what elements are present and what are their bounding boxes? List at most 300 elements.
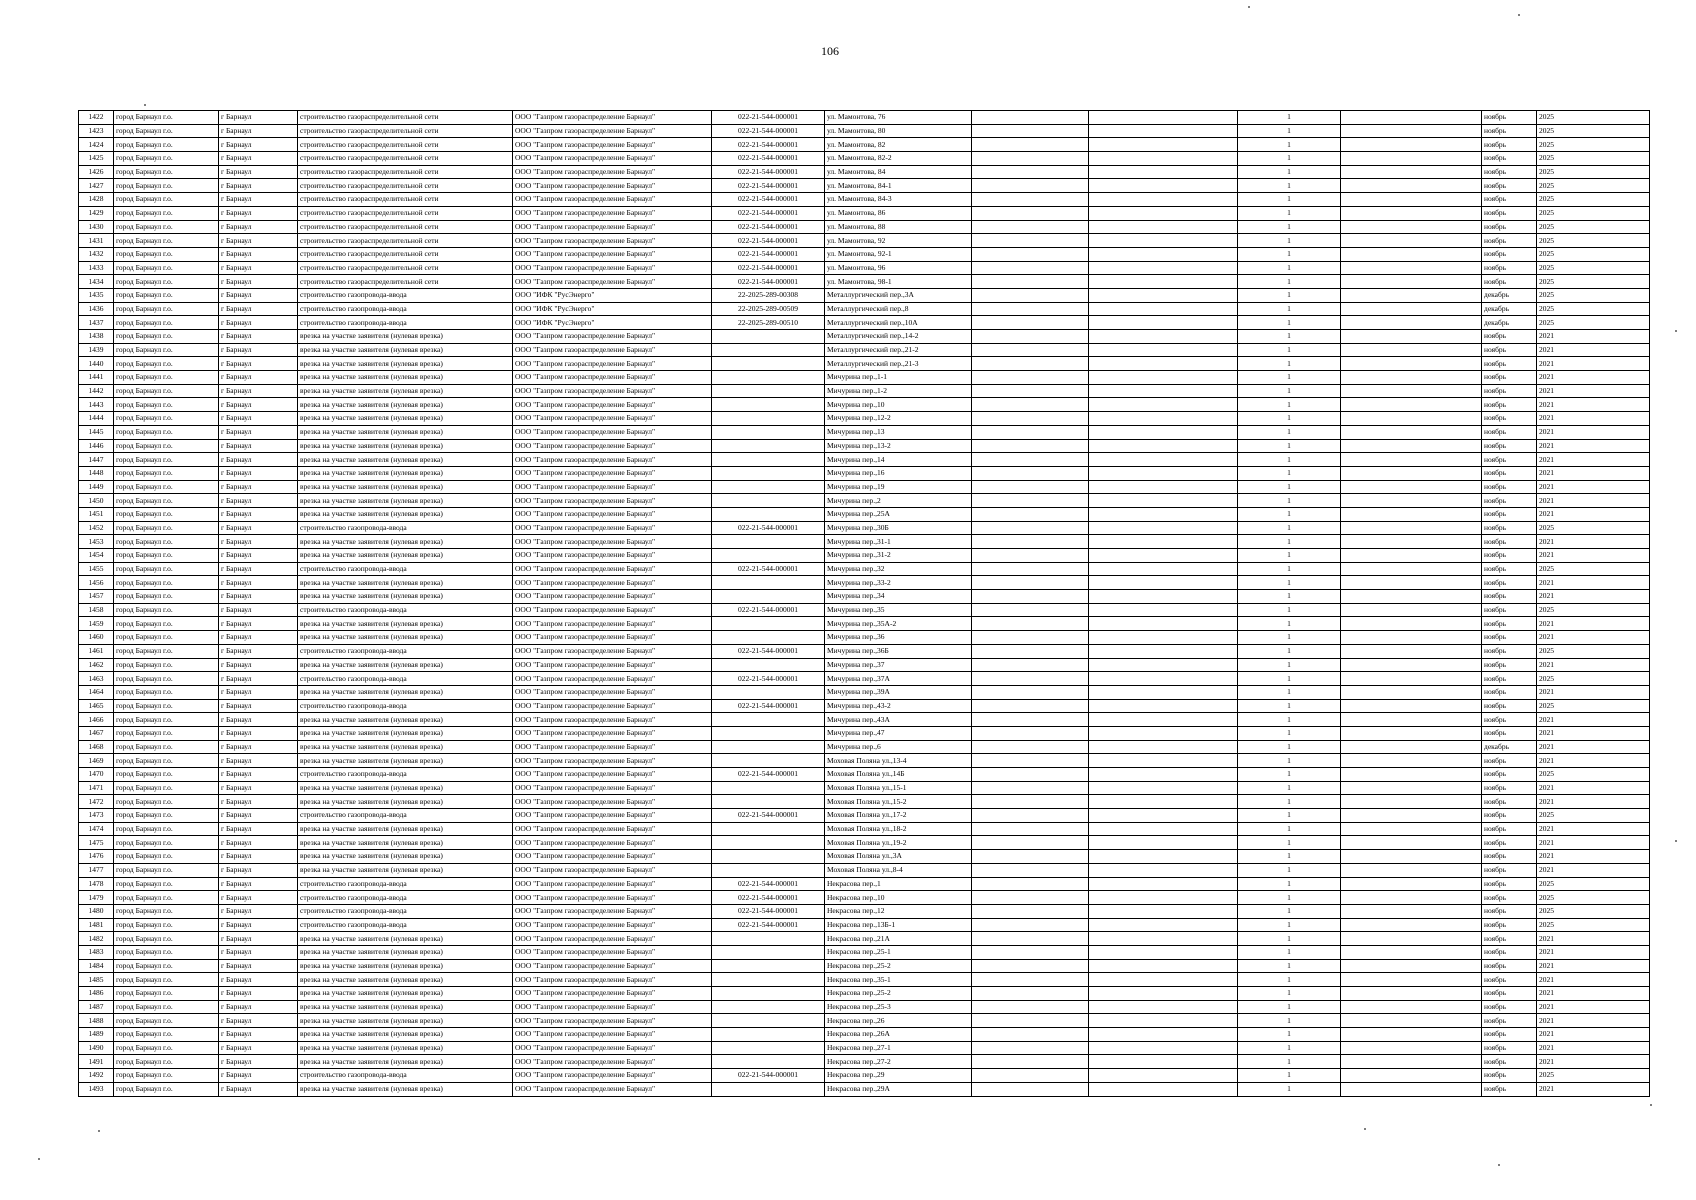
- settlement-cell: г Барнаул: [219, 945, 298, 959]
- organization-cell: ООО "Газпром газораспределение Барнаул": [513, 768, 712, 782]
- settlement-cell: г Барнаул: [219, 494, 298, 508]
- municipality-cell: город Барнаул г.о.: [114, 590, 219, 604]
- year-cell: 2021: [1537, 726, 1650, 740]
- settlement-cell: г Барнаул: [219, 904, 298, 918]
- settlement-cell: г Барнаул: [219, 863, 298, 877]
- organization-cell: ООО "Газпром газораспределение Барнаул": [513, 809, 712, 823]
- program-code-cell: [712, 590, 825, 604]
- address-cell: Моховая Поляна ул.,18-2: [825, 822, 972, 836]
- empty-cell-cell: [1341, 549, 1482, 563]
- empty-cell-cell: [1089, 1055, 1238, 1069]
- empty-cell-cell: [972, 809, 1089, 823]
- empty-cell-cell: [1341, 1069, 1482, 1083]
- settlement-cell: г Барнаул: [219, 672, 298, 686]
- program-code-cell: [712, 658, 825, 672]
- quantity-cell: 1: [1238, 959, 1341, 973]
- address-cell: Некрасова пер.,25-2: [825, 959, 972, 973]
- table-row: [79, 261, 1650, 275]
- year-cell: 2021: [1537, 480, 1650, 494]
- table-row: [79, 891, 1650, 905]
- month-cell: ноябрь: [1482, 412, 1537, 426]
- empty-cell-cell: [972, 1028, 1089, 1042]
- month-cell: ноябрь: [1482, 425, 1537, 439]
- municipality-cell: город Барнаул г.о.: [114, 672, 219, 686]
- empty-cell-cell: [1341, 576, 1482, 590]
- work-type-cell: врезка на участке заявителя (нулевая врезка): [298, 713, 513, 727]
- organization-cell: ООО "Газпром газораспределение Барнаул": [513, 412, 712, 426]
- month-cell: ноябрь: [1482, 466, 1537, 480]
- table-row: [79, 658, 1650, 672]
- row-number-cell: 1453: [79, 535, 114, 549]
- work-type-cell: врезка на участке заявителя (нулевая врезка): [298, 740, 513, 754]
- month-cell: декабрь: [1482, 740, 1537, 754]
- table-row: [79, 850, 1650, 864]
- work-type-cell: врезка на участке заявителя (нулевая врезка): [298, 371, 513, 385]
- municipality-cell: город Барнаул г.о.: [114, 658, 219, 672]
- empty-cell-cell: [972, 576, 1089, 590]
- municipality-cell: город Барнаул г.о.: [114, 1028, 219, 1042]
- empty-cell-cell: [1089, 863, 1238, 877]
- empty-cell-cell: [972, 124, 1089, 138]
- month-cell: ноябрь: [1482, 1069, 1537, 1083]
- quantity-cell: 1: [1238, 288, 1341, 302]
- empty-cell-cell: [1089, 412, 1238, 426]
- year-cell: 2021: [1537, 617, 1650, 631]
- row-number-cell: 1445: [79, 425, 114, 439]
- settlement-cell: г Барнаул: [219, 535, 298, 549]
- address-cell: Мичурина пер.,2: [825, 494, 972, 508]
- organization-cell: ООО "Газпром газораспределение Барнаул": [513, 535, 712, 549]
- empty-cell-cell: [972, 822, 1089, 836]
- row-number-cell: 1478: [79, 877, 114, 891]
- table-row: [79, 973, 1650, 987]
- quantity-cell: 1: [1238, 549, 1341, 563]
- empty-cell-cell: [972, 713, 1089, 727]
- empty-cell-cell: [972, 836, 1089, 850]
- program-code-cell: [712, 330, 825, 344]
- row-number-cell: 1485: [79, 973, 114, 987]
- address-cell: Мичурина пер.,47: [825, 726, 972, 740]
- empty-cell-cell: [972, 795, 1089, 809]
- empty-cell-cell: [1341, 316, 1482, 330]
- address-cell: ул. Мамонтова, 88: [825, 220, 972, 234]
- year-cell: 2025: [1537, 891, 1650, 905]
- empty-cell-cell: [1341, 521, 1482, 535]
- empty-cell-cell: [972, 987, 1089, 1001]
- municipality-cell: город Барнаул г.о.: [114, 945, 219, 959]
- program-code-cell: 022-21-544-000001: [712, 809, 825, 823]
- empty-cell-cell: [1341, 371, 1482, 385]
- year-cell: 2021: [1537, 330, 1650, 344]
- municipality-cell: город Барнаул г.о.: [114, 535, 219, 549]
- program-code-cell: 022-21-544-000001: [712, 152, 825, 166]
- program-code-cell: [712, 398, 825, 412]
- empty-cell-cell: [1341, 932, 1482, 946]
- empty-cell-cell: [1341, 658, 1482, 672]
- municipality-cell: город Барнаул г.о.: [114, 507, 219, 521]
- row-number-cell: 1476: [79, 850, 114, 864]
- municipality-cell: город Барнаул г.о.: [114, 111, 219, 125]
- empty-cell-cell: [1341, 425, 1482, 439]
- municipality-cell: город Барнаул г.о.: [114, 863, 219, 877]
- empty-cell-cell: [1089, 288, 1238, 302]
- quantity-cell: 1: [1238, 247, 1341, 261]
- municipality-cell: город Барнаул г.о.: [114, 316, 219, 330]
- program-code-cell: [712, 713, 825, 727]
- address-cell: Мичурина пер.,1-1: [825, 371, 972, 385]
- empty-cell-cell: [972, 220, 1089, 234]
- work-type-cell: строительство газопровода-ввода: [298, 316, 513, 330]
- year-cell: 2021: [1537, 549, 1650, 563]
- empty-cell-cell: [1341, 768, 1482, 782]
- empty-cell-cell: [972, 206, 1089, 220]
- month-cell: ноябрь: [1482, 480, 1537, 494]
- address-cell: Металлургический пер.,10А: [825, 316, 972, 330]
- work-type-cell: врезка на участке заявителя (нулевая врезка): [298, 1082, 513, 1096]
- row-number-cell: 1430: [79, 220, 114, 234]
- month-cell: ноябрь: [1482, 521, 1537, 535]
- address-cell: Мичурина пер.,31-1: [825, 535, 972, 549]
- municipality-cell: город Барнаул г.о.: [114, 850, 219, 864]
- address-cell: Некрасова пер.,27-1: [825, 1041, 972, 1055]
- municipality-cell: город Барнаул г.о.: [114, 713, 219, 727]
- program-code-cell: [712, 617, 825, 631]
- work-type-cell: строительство газораспределительной сети: [298, 247, 513, 261]
- year-cell: 2025: [1537, 261, 1650, 275]
- empty-cell-cell: [972, 261, 1089, 275]
- municipality-cell: город Барнаул г.о.: [114, 549, 219, 563]
- work-type-cell: строительство газопровода-ввода: [298, 918, 513, 932]
- empty-cell-cell: [972, 740, 1089, 754]
- empty-cell-cell: [972, 234, 1089, 248]
- address-cell: Моховая Поляна ул.,3А: [825, 850, 972, 864]
- quantity-cell: 1: [1238, 453, 1341, 467]
- municipality-cell: город Барнаул г.о.: [114, 987, 219, 1001]
- row-number-cell: 1487: [79, 1000, 114, 1014]
- address-cell: Некрасова пер.,26А: [825, 1028, 972, 1042]
- quantity-cell: 1: [1238, 439, 1341, 453]
- empty-cell-cell: [1089, 124, 1238, 138]
- program-code-cell: [712, 631, 825, 645]
- month-cell: ноябрь: [1482, 904, 1537, 918]
- empty-cell-cell: [1341, 959, 1482, 973]
- municipality-cell: город Барнаул г.о.: [114, 617, 219, 631]
- settlement-cell: г Барнаул: [219, 439, 298, 453]
- empty-cell-cell: [1089, 247, 1238, 261]
- empty-cell-cell: [1089, 562, 1238, 576]
- empty-cell-cell: [1341, 973, 1482, 987]
- municipality-cell: город Барнаул г.о.: [114, 891, 219, 905]
- program-code-cell: [712, 973, 825, 987]
- address-cell: ул. Мамонтова, 84-3: [825, 193, 972, 207]
- quantity-cell: 1: [1238, 1000, 1341, 1014]
- organization-cell: ООО "Газпром газораспределение Барнаул": [513, 1055, 712, 1069]
- empty-cell-cell: [1341, 507, 1482, 521]
- municipality-cell: город Барнаул г.о.: [114, 973, 219, 987]
- program-code-cell: 022-21-544-000001: [712, 124, 825, 138]
- row-number-cell: 1427: [79, 179, 114, 193]
- year-cell: 2025: [1537, 521, 1650, 535]
- table-row: [79, 863, 1650, 877]
- table-row: [79, 987, 1650, 1001]
- work-type-cell: врезка на участке заявителя (нулевая врезка): [298, 987, 513, 1001]
- row-number-cell: 1433: [79, 261, 114, 275]
- municipality-cell: город Барнаул г.о.: [114, 754, 219, 768]
- settlement-cell: г Барнаул: [219, 590, 298, 604]
- program-code-cell: 022-21-544-000001: [712, 247, 825, 261]
- empty-cell-cell: [972, 617, 1089, 631]
- year-cell: 2021: [1537, 466, 1650, 480]
- row-number-cell: 1477: [79, 863, 114, 877]
- address-cell: ул. Мамонтова, 76: [825, 111, 972, 125]
- year-cell: 2025: [1537, 247, 1650, 261]
- quantity-cell: 1: [1238, 891, 1341, 905]
- address-cell: Мичурина пер.,13-2: [825, 439, 972, 453]
- settlement-cell: г Барнаул: [219, 1055, 298, 1069]
- program-code-cell: [712, 945, 825, 959]
- address-cell: ул. Мамонтова, 82-2: [825, 152, 972, 166]
- organization-cell: ООО "Газпром газораспределение Барнаул": [513, 193, 712, 207]
- municipality-cell: город Барнаул г.о.: [114, 466, 219, 480]
- address-cell: Мичурина пер.,32: [825, 562, 972, 576]
- organization-cell: ООО "Газпром газораспределение Барнаул": [513, 781, 712, 795]
- work-type-cell: врезка на участке заявителя (нулевая врезка): [298, 343, 513, 357]
- table-row: [79, 152, 1650, 166]
- row-number-cell: 1467: [79, 726, 114, 740]
- settlement-cell: г Барнаул: [219, 371, 298, 385]
- month-cell: ноябрь: [1482, 371, 1537, 385]
- program-code-cell: 022-21-544-000001: [712, 193, 825, 207]
- program-code-cell: [712, 439, 825, 453]
- table-row: [79, 371, 1650, 385]
- municipality-cell: город Барнаул г.о.: [114, 1055, 219, 1069]
- empty-cell-cell: [1341, 412, 1482, 426]
- scan-speck: [1498, 1164, 1500, 1166]
- table-row: [79, 576, 1650, 590]
- settlement-cell: г Барнаул: [219, 193, 298, 207]
- work-type-cell: врезка на участке заявителя (нулевая врезка): [298, 850, 513, 864]
- work-type-cell: строительство газораспределительной сети: [298, 165, 513, 179]
- row-number-cell: 1454: [79, 549, 114, 563]
- program-code-cell: [712, 863, 825, 877]
- program-code-cell: [712, 1082, 825, 1096]
- month-cell: ноябрь: [1482, 1000, 1537, 1014]
- empty-cell-cell: [1341, 288, 1482, 302]
- organization-cell: ООО "Газпром газораспределение Барнаул": [513, 945, 712, 959]
- program-code-cell: 022-21-544-000001: [712, 261, 825, 275]
- organization-cell: ООО "Газпром газораспределение Барнаул": [513, 494, 712, 508]
- row-number-cell: 1468: [79, 740, 114, 754]
- quantity-cell: 1: [1238, 535, 1341, 549]
- empty-cell-cell: [1089, 644, 1238, 658]
- month-cell: ноябрь: [1482, 699, 1537, 713]
- month-cell: ноябрь: [1482, 343, 1537, 357]
- work-type-cell: строительство газораспределительной сети: [298, 193, 513, 207]
- empty-cell-cell: [1089, 330, 1238, 344]
- municipality-cell: город Барнаул г.о.: [114, 904, 219, 918]
- settlement-cell: г Барнаул: [219, 1000, 298, 1014]
- quantity-cell: 1: [1238, 768, 1341, 782]
- empty-cell-cell: [1341, 466, 1482, 480]
- row-number-cell: 1482: [79, 932, 114, 946]
- empty-cell-cell: [972, 165, 1089, 179]
- row-number-cell: 1441: [79, 371, 114, 385]
- table-row: [79, 918, 1650, 932]
- month-cell: ноябрь: [1482, 535, 1537, 549]
- program-code-cell: [712, 1041, 825, 1055]
- municipality-cell: город Барнаул г.о.: [114, 206, 219, 220]
- month-cell: ноябрь: [1482, 507, 1537, 521]
- year-cell: 2021: [1537, 1041, 1650, 1055]
- organization-cell: ООО "Газпром газораспределение Барнаул": [513, 1082, 712, 1096]
- program-code-cell: [712, 795, 825, 809]
- month-cell: ноябрь: [1482, 658, 1537, 672]
- empty-cell-cell: [1089, 658, 1238, 672]
- empty-cell-cell: [1089, 904, 1238, 918]
- settlement-cell: г Барнаул: [219, 124, 298, 138]
- empty-cell-cell: [1089, 179, 1238, 193]
- quantity-cell: 1: [1238, 781, 1341, 795]
- organization-cell: ООО "Газпром газораспределение Барнаул": [513, 1028, 712, 1042]
- year-cell: 2021: [1537, 371, 1650, 385]
- work-type-cell: строительство газораспределительной сети: [298, 124, 513, 138]
- organization-cell: ООО "Газпром газораспределение Барнаул": [513, 1014, 712, 1028]
- empty-cell-cell: [1089, 480, 1238, 494]
- empty-cell-cell: [1341, 822, 1482, 836]
- table-row: [79, 466, 1650, 480]
- program-code-cell: [712, 357, 825, 371]
- empty-cell-cell: [1089, 959, 1238, 973]
- work-type-cell: строительство газораспределительной сети: [298, 179, 513, 193]
- work-type-cell: строительство газораспределительной сети: [298, 261, 513, 275]
- empty-cell-cell: [1089, 932, 1238, 946]
- table-row: [79, 617, 1650, 631]
- empty-cell-cell: [1089, 494, 1238, 508]
- table-row: [79, 384, 1650, 398]
- empty-cell-cell: [1341, 685, 1482, 699]
- year-cell: 2021: [1537, 439, 1650, 453]
- year-cell: 2025: [1537, 672, 1650, 686]
- table-row: [79, 247, 1650, 261]
- year-cell: 2025: [1537, 193, 1650, 207]
- empty-cell-cell: [972, 590, 1089, 604]
- work-type-cell: строительство газопровода-ввода: [298, 1069, 513, 1083]
- year-cell: 2025: [1537, 111, 1650, 125]
- municipality-cell: город Барнаул г.о.: [114, 959, 219, 973]
- program-code-cell: [712, 535, 825, 549]
- empty-cell-cell: [1341, 863, 1482, 877]
- table-row: [79, 603, 1650, 617]
- row-number-cell: 1458: [79, 603, 114, 617]
- municipality-cell: город Барнаул г.о.: [114, 494, 219, 508]
- year-cell: 2021: [1537, 398, 1650, 412]
- month-cell: ноябрь: [1482, 220, 1537, 234]
- empty-cell-cell: [972, 247, 1089, 261]
- organization-cell: ООО "Газпром газораспределение Барнаул": [513, 521, 712, 535]
- program-code-cell: 022-21-544-000001: [712, 179, 825, 193]
- table-row: [79, 179, 1650, 193]
- empty-cell-cell: [1089, 768, 1238, 782]
- quantity-cell: 1: [1238, 644, 1341, 658]
- work-type-cell: врезка на участке заявителя (нулевая врезка): [298, 726, 513, 740]
- quantity-cell: 1: [1238, 754, 1341, 768]
- settlement-cell: г Барнаул: [219, 685, 298, 699]
- organization-cell: ООО "Газпром газораспределение Барнаул": [513, 672, 712, 686]
- row-number-cell: 1479: [79, 891, 114, 905]
- empty-cell-cell: [1089, 631, 1238, 645]
- quantity-cell: 1: [1238, 1028, 1341, 1042]
- row-number-cell: 1435: [79, 288, 114, 302]
- address-cell: Моховая Поляна ул.,13-4: [825, 754, 972, 768]
- empty-cell-cell: [1341, 877, 1482, 891]
- settlement-cell: г Барнаул: [219, 1069, 298, 1083]
- organization-cell: ООО "Газпром газораспределение Барнаул": [513, 644, 712, 658]
- organization-cell: ООО "Газпром газораспределение Барнаул": [513, 713, 712, 727]
- quantity-cell: 1: [1238, 466, 1341, 480]
- row-number-cell: 1469: [79, 754, 114, 768]
- organization-cell: ООО "Газпром газораспределение Барнаул": [513, 234, 712, 248]
- empty-cell-cell: [972, 179, 1089, 193]
- row-number-cell: 1461: [79, 644, 114, 658]
- settlement-cell: г Барнаул: [219, 288, 298, 302]
- row-number-cell: 1450: [79, 494, 114, 508]
- empty-cell-cell: [1089, 220, 1238, 234]
- municipality-cell: город Барнаул г.о.: [114, 1069, 219, 1083]
- program-code-cell: [712, 685, 825, 699]
- address-cell: Моховая Поляна ул.,17-2: [825, 809, 972, 823]
- table-row: [79, 1028, 1650, 1042]
- empty-cell-cell: [972, 891, 1089, 905]
- work-type-cell: строительство газопровода-ввода: [298, 768, 513, 782]
- quantity-cell: 1: [1238, 945, 1341, 959]
- year-cell: 2025: [1537, 220, 1650, 234]
- empty-cell-cell: [972, 521, 1089, 535]
- month-cell: ноябрь: [1482, 330, 1537, 344]
- scan-speck: [1675, 840, 1677, 842]
- quantity-cell: 1: [1238, 193, 1341, 207]
- month-cell: ноябрь: [1482, 193, 1537, 207]
- month-cell: ноябрь: [1482, 603, 1537, 617]
- address-cell: Некрасова пер.,25-3: [825, 1000, 972, 1014]
- settlement-cell: г Барнаул: [219, 1028, 298, 1042]
- work-type-cell: строительство газопровода-ввода: [298, 672, 513, 686]
- table-row: [79, 302, 1650, 316]
- organization-cell: ООО "Газпром газораспределение Барнаул": [513, 220, 712, 234]
- quantity-cell: 1: [1238, 713, 1341, 727]
- quantity-cell: 1: [1238, 795, 1341, 809]
- month-cell: ноябрь: [1482, 562, 1537, 576]
- month-cell: ноябрь: [1482, 726, 1537, 740]
- year-cell: 2021: [1537, 576, 1650, 590]
- quantity-cell: 1: [1238, 877, 1341, 891]
- address-cell: Мичурина пер.,19: [825, 480, 972, 494]
- quantity-cell: 1: [1238, 631, 1341, 645]
- settlement-cell: г Барнаул: [219, 603, 298, 617]
- address-cell: Мичурина пер.,35А-2: [825, 617, 972, 631]
- empty-cell-cell: [972, 932, 1089, 946]
- organization-cell: ООО "Газпром газораспределение Барнаул": [513, 398, 712, 412]
- month-cell: ноябрь: [1482, 453, 1537, 467]
- row-number-cell: 1480: [79, 904, 114, 918]
- empty-cell-cell: [1341, 453, 1482, 467]
- quantity-cell: 1: [1238, 138, 1341, 152]
- empty-cell-cell: [1089, 726, 1238, 740]
- row-number-cell: 1423: [79, 124, 114, 138]
- table-row: [79, 590, 1650, 604]
- table-row: [79, 754, 1650, 768]
- organization-cell: ООО "Газпром газораспределение Барнаул": [513, 179, 712, 193]
- year-cell: 2021: [1537, 658, 1650, 672]
